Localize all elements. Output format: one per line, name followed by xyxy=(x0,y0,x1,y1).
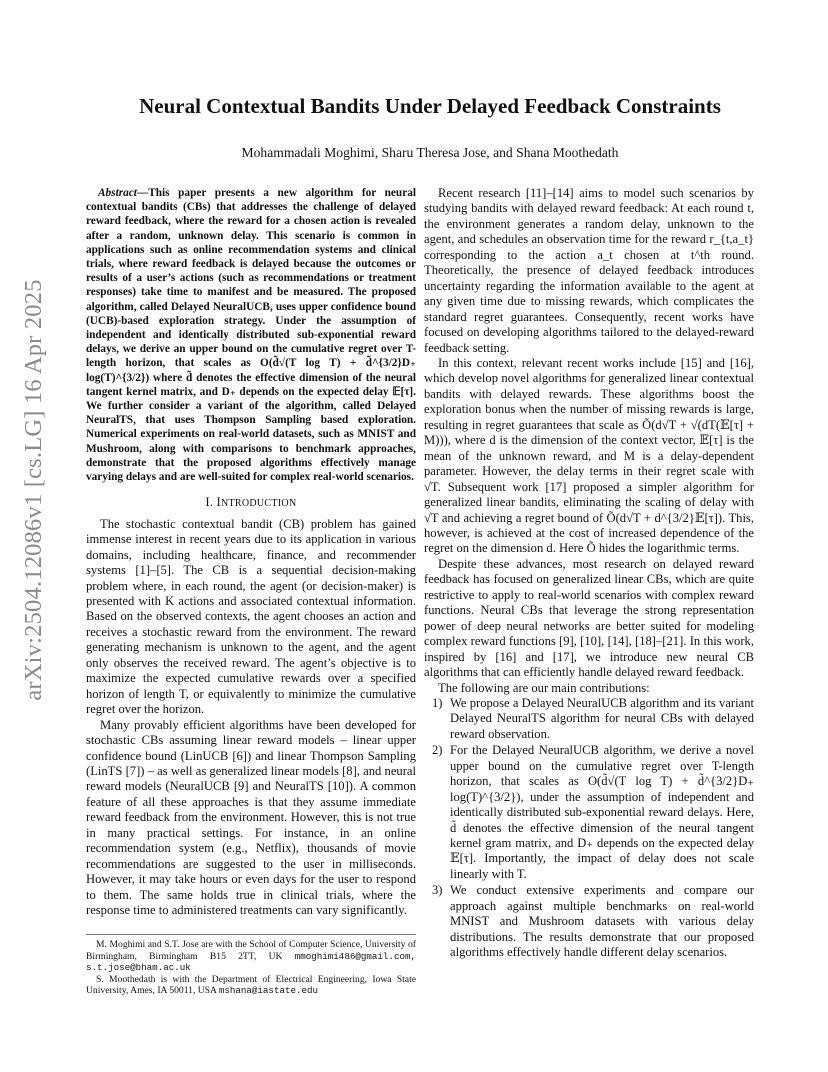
intro-paragraph-2: Many provably efficient algorithms have been developed for stochastic CBs assuming linear reward models – linear upper confidence bound (LinUCB [6]) and linear Thompson Sampling (LinTS [7]) – as well as generalized linear models [8], and neural reward models (NeuralUCB [9] and NeuralTS [10]). A common feature of all these approaches is that they assume immediate reward feedback from the environment. However, this is not true in many practical settings. For instance, in an online recommendation system (e.g., Netflix), thousands of movie recommendations are suggested to the user in milliseconds. However, it may take hours or even days for the user to respond to them. The same holds true in clinical trials, where the response time to administered treatments can vary significantly. xyxy=(86,717,416,918)
intro-paragraph-1: The stochastic contextual bandit (CB) problem has gained immense interest in recent years due to its application in various domains, including healthcare, finance, and recommender systems [1]–[5]. The CB is a sequential decision-making problem where, in each round, the agent (or decision-maker) is presented with K actions and associated contextual information. Based on the observed contexts, the agent chooses an action and receives a stochastic reward from the environment. The reward generating mechanism is unknown to the agent, and the agent only observes the received reward. The agent’s objective is to maximize the expected cumulative rewards over a specified horizon of length T, or equivalently to minimize the cumulative regret over the horizon. xyxy=(86,516,416,717)
contribution-number: 3) xyxy=(432,883,443,898)
footnote-affiliation-1 xyxy=(86,939,416,974)
footnote-affiliation-2 xyxy=(86,974,416,997)
right-paragraph-1: Recent research [11]–[14] aims to model such scenarios by studying bandits with delayed reward feedback: At each round t, the environment generates a random delay, unknown to the agent, and schedules an observation time for the reward r_{t,a_t} corresponding to the action a_t chosen at t^th round. Theoretically, the presence of delayed feedback introduces uncertainty regarding the information available to the agent at any given time due to missing rewards, which complicates the standard regret guarantees. Consequently, recent works have focused on developing algorithms tailored to the delayed-reward feedback setting. xyxy=(424,186,754,355)
contribution-text: We conduct extensive experiments and compare our approach against multiple benchmarks on real-world MNIST and Mushroom datasets with various delay distributions. The results demonstrate that our proposed algorithms effectively handle different delay scenarios. xyxy=(450,883,754,960)
contributions-intro: The following are our main contributions: xyxy=(438,680,650,695)
footnote-emails-1[interactable]: mmoghimi486@gmail.com, s.t.jose@bham.ac.uk xyxy=(86,950,416,974)
abstract-dash: — xyxy=(136,187,149,199)
footnote-affiliation-1-text: M. Moghimi and S.T. Jose are with the School of Computer Science, University of Birmingham, Birmingham B15 2TT, UK xyxy=(86,939,416,962)
contribution-item xyxy=(424,883,754,960)
abstract xyxy=(86,186,416,484)
abstract-text: This paper presents a new algorithm for neural contextual bandits (CBs) that addresses the challenge of delayed reward feedback, where the reward for a chosen action is revealed after a random, unknown delay. This scenario is common in applications such as online recommendation systems and clinical trials, where reward feedback is delayed because the outcomes or results of a user’s actions (such as recommendations or treatment responses) take time to manifest and be measured. The proposed algorithm, called Delayed NeuralUCB, uses upper confidence bound (UCB)-based exploration strategy. Under the assumption of independent and identically distributed sub-exponential reward delays, we derive an upper bound on the cumulative regret over T-length horizon, that scales as O(d̃√(T log T) + d̃^{3/2}D₊ log(T)^{3/2}) where d̃ denotes the effective dimension of the neural tangent kernel matrix, and D₊ depends on the expected delay 𝔼[τ]. We further consider a variant of the algorithm, called Delayed NeuralTS, that uses Thompson Sampling based exploration. Numerical experiments on real-world datasets, such as MNIST and Mushroom, along with comparisons to benchmark approaches, demonstrate that the proposed algorithms effectively manage varying delays and are well-suited for complex real-world scenarios. xyxy=(86,187,416,484)
section-cap: I xyxy=(216,495,221,510)
footnote-affiliation-2-text: S. Moothedath is with the Department of Electrical Engineering, Iowa State University, Ames, IA 50011, USA xyxy=(86,973,416,997)
author-list: Mohammadali Moghimi, Sharu Theresa Jose, and Shana Moothedath xyxy=(241,145,619,160)
left-column xyxy=(86,186,416,919)
contribution-number: 1) xyxy=(432,695,443,710)
arxiv-side-stamp xyxy=(14,280,54,700)
section-numeral: I. xyxy=(205,495,214,510)
contribution-text: We propose a Delayed NeuralUCB algorithm and its variant Delayed NeuralTS algorithm for neural CBs with delayed reward observation. xyxy=(450,695,754,741)
right-paragraph-2: In this context, relevant recent works include [15] and [16], which develop novel algorithms for generalized linear contextual bandits with delayed rewards. These algorithms boost the exploration bonus when the number of missing rewards is large, resulting in regret guarantees that scale as Õ(d√T + √(dT(𝔼[τ] + M))), where d is the dimension of the context vector, 𝔼[τ] is the mean of the unknown reward, and M is a delay-dependent parameter. However, the delay terms in their regret scale with √T. Subsequent work [17] proposed a simpler algorithm for generalized linear bandits, eliminating the scaling of delay with √T and achieving a regret bound of Õ(d√T + d^{3/2}𝔼[τ]). This, however, is achieved at the cost of increased dependence of the regret on the dimension d. Here Õ hides the logarithmic terms. xyxy=(424,355,754,556)
section-heading-introduction xyxy=(86,495,416,511)
right-paragraph-3: Despite these advances, most research on delayed reward feedback has focused on generalized linear CBs, which are quite restrictive to apply to real-world scenarios with complex reward functions. Neural CBs that leverage the strong representation power of deep neural networks are better suited for modeling complex reward functions [9], [10], [14], [18]–[21]. In this work, inspired by [16] and [17], we introduce new neural CB algorithms that can efficiently handle delayed reward feedback. xyxy=(424,556,754,680)
contributions-list xyxy=(424,696,754,961)
contribution-number: 2) xyxy=(432,743,443,758)
abstract-lead: Abstract xyxy=(98,187,137,199)
footnote-email-2[interactable]: mshana@iastate.edu xyxy=(218,985,319,997)
contribution-text: For the Delayed NeuralUCB algorithm, we derive a novel upper bound on the cumulative regret over T-length horizon, that scales as O(d̃√(T log T) + d̃^{3/2}D₊ log(T)^{3/2}), under the assumption of independent and identically distributed sub-exponential reward delays. Here, d̃ denotes the effective dimension of the neural tangent kernel gram matrix, and D₊ depends on the expected delay 𝔼[τ]. Importantly, the impact of delay does not scale linearly with T. xyxy=(450,743,754,881)
arxiv-stamp-text: arXiv:2504.12086v1 [cs.LG] 16 Apr 2025 xyxy=(20,279,47,701)
right-column xyxy=(424,186,754,962)
section-rest: NTRODUCTION xyxy=(220,498,297,510)
footnotes xyxy=(86,934,416,997)
contribution-item xyxy=(424,743,754,882)
paper-title: Neural Contextual Bandits Under Delayed Feedback Constraints xyxy=(139,94,721,118)
contribution-item xyxy=(424,696,754,742)
